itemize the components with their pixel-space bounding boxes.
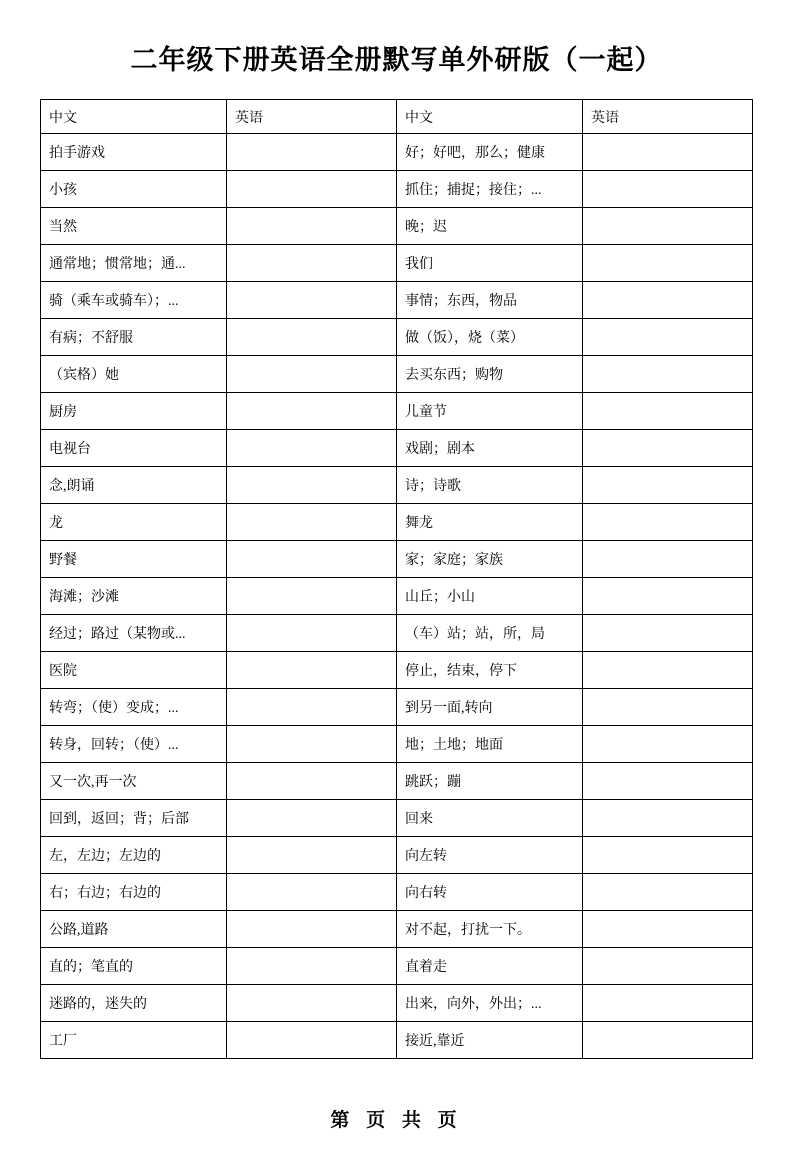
chinese-term-left: 医院 [41,652,227,689]
chinese-term-left: 转弯；（使）变成；... [41,689,227,726]
english-answer-blank-right[interactable] [583,356,753,393]
chinese-term-right: 地；土地；地面 [397,726,583,763]
chinese-term-right: 出来，向外，外出；... [397,985,583,1022]
english-answer-blank-right[interactable] [583,578,753,615]
english-answer-blank-left[interactable] [227,393,397,430]
table-row [41,134,753,171]
chinese-term-left: 骑（乘车或骑车）；... [41,282,227,319]
table-row [41,541,753,578]
chinese-term-left: 左，左边；左边的 [41,837,227,874]
chinese-term-left: 右；右边；右边的 [41,874,227,911]
english-answer-blank-left[interactable] [227,615,397,652]
table-row [41,319,753,356]
english-answer-blank-left[interactable] [227,874,397,911]
page-footer: 第 页 共 页 [330,1110,463,1131]
column-header-chinese-left: 中文 [41,100,227,134]
english-answer-blank-right[interactable] [583,689,753,726]
english-answer-blank-right[interactable] [583,504,753,541]
chinese-term-left: 小孩 [41,171,227,208]
table-row [41,911,753,948]
english-answer-blank-left[interactable] [227,837,397,874]
chinese-term-left: 野餐 [41,541,227,578]
table-row [41,726,753,763]
table-row [41,245,753,282]
chinese-term-left: 海滩；沙滩 [41,578,227,615]
english-answer-blank-left[interactable] [227,578,397,615]
english-answer-blank-right[interactable] [583,837,753,874]
english-answer-blank-right[interactable] [583,467,753,504]
chinese-term-left: 工厂 [41,1022,227,1059]
table-row [41,282,753,319]
chinese-term-right: 诗；诗歌 [397,467,583,504]
english-answer-blank-right[interactable] [583,282,753,319]
english-answer-blank-left[interactable] [227,282,397,319]
chinese-term-right: 直着走 [397,948,583,985]
chinese-term-left: 厨房 [41,393,227,430]
chinese-term-right: 好；好吧，那么；健康 [397,134,583,171]
chinese-term-left: 当然 [41,208,227,245]
english-answer-blank-right[interactable] [583,134,753,171]
chinese-term-right: 我们 [397,245,583,282]
english-answer-blank-left[interactable] [227,504,397,541]
english-answer-blank-right[interactable] [583,541,753,578]
chinese-term-right: 抓住；捕捉；接住；... [397,171,583,208]
english-answer-blank-left[interactable] [227,985,397,1022]
chinese-term-right: 事情；东西，物品 [397,282,583,319]
chinese-term-left: 拍手游戏 [41,134,227,171]
chinese-term-right: 山丘；小山 [397,578,583,615]
vocabulary-table [40,99,753,1059]
english-answer-blank-left[interactable] [227,467,397,504]
chinese-term-left: 电视台 [41,430,227,467]
english-answer-blank-left[interactable] [227,541,397,578]
chinese-term-left: 通常地；惯常地；通... [41,245,227,282]
english-answer-blank-right[interactable] [583,874,753,911]
english-answer-blank-left[interactable] [227,356,397,393]
chinese-term-right: 接近,靠近 [397,1022,583,1059]
chinese-term-left: 公路,道路 [41,911,227,948]
english-answer-blank-right[interactable] [583,726,753,763]
table-row [41,763,753,800]
chinese-term-right: 停止，结束，停下 [397,652,583,689]
chinese-term-right: 回来 [397,800,583,837]
english-answer-blank-right[interactable] [583,948,753,985]
chinese-term-right: 去买东西；购物 [397,356,583,393]
chinese-term-left: 经过；路过（某物或... [41,615,227,652]
worksheet-page [0,38,793,1160]
english-answer-blank-left[interactable] [227,726,397,763]
chinese-term-right: 舞龙 [397,504,583,541]
chinese-term-left: 迷路的，迷失的 [41,985,227,1022]
english-answer-blank-right[interactable] [583,393,753,430]
table-row [41,800,753,837]
english-answer-blank-left[interactable] [227,652,397,689]
column-header-chinese-right: 中文 [397,100,583,134]
table-row [41,837,753,874]
english-answer-blank-left[interactable] [227,171,397,208]
chinese-term-right: 戏剧；剧本 [397,430,583,467]
english-answer-blank-right[interactable] [583,319,753,356]
english-answer-blank-right[interactable] [583,245,753,282]
table-row [41,578,753,615]
english-answer-blank-left[interactable] [227,134,397,171]
table-header-row [41,100,753,134]
table-row [41,208,753,245]
table-row [41,874,753,911]
chinese-term-left: 念,朗诵 [41,467,227,504]
chinese-term-left: 有病；不舒服 [41,319,227,356]
english-answer-blank-right[interactable] [583,763,753,800]
english-answer-blank-right[interactable] [583,615,753,652]
table-row [41,652,753,689]
table-row [41,467,753,504]
chinese-term-left: 直的；笔直的 [41,948,227,985]
table-row [41,948,753,985]
chinese-term-right: 家；家庭；家族 [397,541,583,578]
english-answer-blank-right[interactable] [583,208,753,245]
chinese-term-left: 龙 [41,504,227,541]
english-answer-blank-right[interactable] [583,430,753,467]
chinese-term-left: 回到，返回；背；后部 [41,800,227,837]
table-row [41,393,753,430]
english-answer-blank-left[interactable] [227,800,397,837]
table-row [41,171,753,208]
column-header-english-left: 英语 [227,100,397,134]
table-row [41,1022,753,1059]
table-row [41,430,753,467]
english-answer-blank-right[interactable] [583,911,753,948]
english-answer-blank-left[interactable] [227,245,397,282]
table-row [41,985,753,1022]
english-answer-blank-right[interactable] [583,800,753,837]
english-answer-blank-left[interactable] [227,319,397,356]
chinese-term-right: 对不起，打扰一下。 [397,911,583,948]
table-row [41,689,753,726]
english-answer-blank-left[interactable] [227,208,397,245]
table-row [41,356,753,393]
chinese-term-right: （车）站；站，所，局 [397,615,583,652]
chinese-term-right: 到另一面,转向 [397,689,583,726]
english-answer-blank-right[interactable] [583,652,753,689]
english-answer-blank-left[interactable] [227,763,397,800]
chinese-term-right: 晚；迟 [397,208,583,245]
english-answer-blank-left[interactable] [227,1022,397,1059]
english-answer-blank-left[interactable] [227,911,397,948]
page-title: 二年级下册英语全册默写单外研版（一起） [130,45,663,75]
table-row [41,615,753,652]
english-answer-blank-left[interactable] [227,430,397,467]
chinese-term-right: 儿童节 [397,393,583,430]
chinese-term-right: 向右转 [397,874,583,911]
table-row [41,504,753,541]
english-answer-blank-right[interactable] [583,171,753,208]
chinese-term-left: （宾格）她 [41,356,227,393]
english-answer-blank-left[interactable] [227,689,397,726]
chinese-term-left: 又一次,再一次 [41,763,227,800]
chinese-term-right: 向左转 [397,837,583,874]
english-answer-blank-right[interactable] [583,985,753,1022]
chinese-term-right: 跳跃；蹦 [397,763,583,800]
english-answer-blank-left[interactable] [227,948,397,985]
english-answer-blank-right[interactable] [583,1022,753,1059]
column-header-english-right: 英语 [583,100,753,134]
chinese-term-right: 做（饭），烧（菜） [397,319,583,356]
chinese-term-left: 转身，回转；（使）... [41,726,227,763]
